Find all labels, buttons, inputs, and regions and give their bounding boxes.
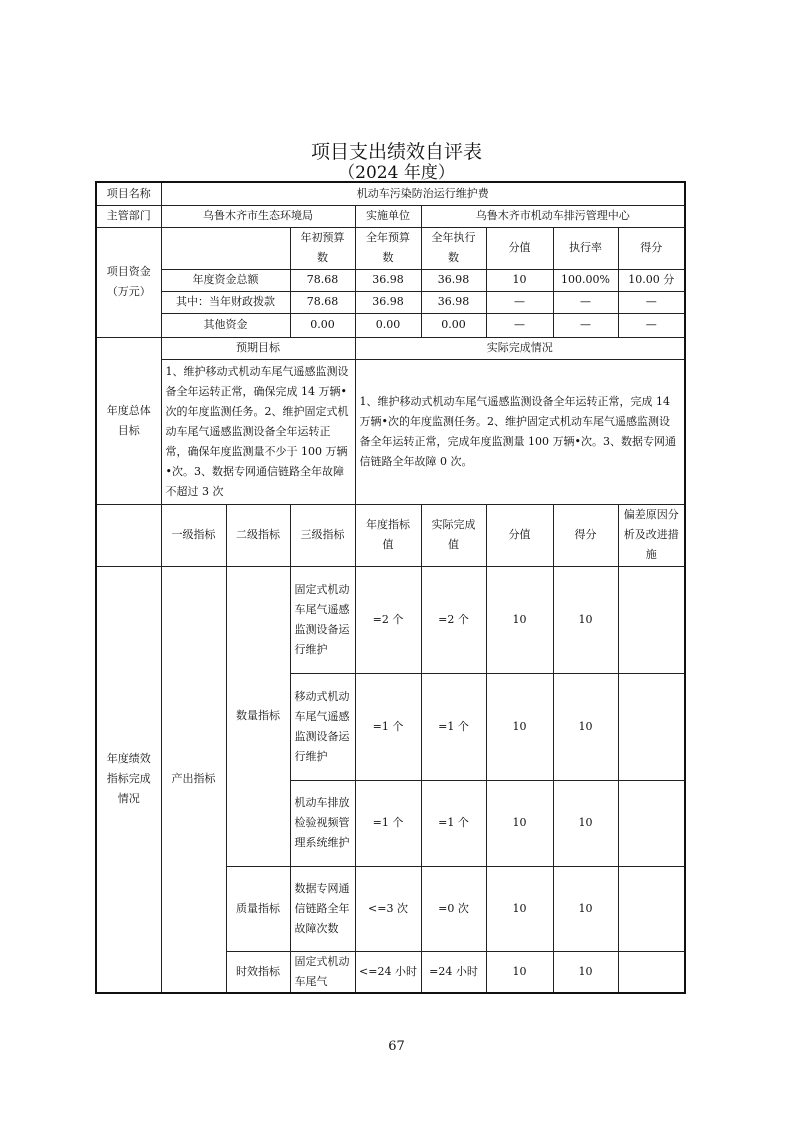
page-title: 项目支出绩效自评表 <box>310 141 482 163</box>
funds-row <box>96 269 685 291</box>
remark <box>618 566 685 673</box>
funds-row <box>96 313 685 337</box>
funds-row <box>96 291 685 313</box>
indicators-header-5: 实际完成值 <box>421 504 486 566</box>
level3-name: 固定式机动车尾气 <box>290 951 355 993</box>
actual-results: 1、维护移动式机动车尾气遥感监测设备全年运转正常，完成 14 万辆•次的年度监测任务。2、维护固定式机动车尾气遥感监测设备全年运转正常，完成年度监测量 100 万辆•次。3、数据专网通信链路全年故障 0 次。 <box>355 359 685 504</box>
funds-cell: — <box>618 313 685 337</box>
level1-output: 产出指标 <box>161 566 226 993</box>
funds-row-name: 其中：当年财政拨款 <box>161 291 290 313</box>
indicators-header-row <box>96 504 685 566</box>
funds-cell: 36.98 <box>421 269 486 291</box>
funds-label: 项目资金（万元） <box>96 227 161 337</box>
dept-label: 主管部门 <box>96 205 161 227</box>
funds-cell: 10.00 分 <box>618 269 685 291</box>
funds-cell: 78.68 <box>290 291 355 313</box>
score: 10 <box>553 780 618 866</box>
impl-label: 实施单位 <box>355 205 421 227</box>
score-value: 10 <box>486 780 553 866</box>
score: 10 <box>553 566 618 673</box>
impl-value: 乌鲁木齐市机动车排污管理中心 <box>421 205 685 227</box>
goals-row <box>96 359 685 504</box>
actual-value: =2 个 <box>421 566 486 673</box>
funds-cell: 36.98 <box>355 269 421 291</box>
indicators-label: 年度绩效指标完成情况 <box>96 566 161 993</box>
project-row <box>96 182 685 205</box>
expected-goals: 1、维护移动式机动车尾气遥感监测设备全年运转正常，确保完成 14 万辆•次的年度监测任务。2、维护固定式机动车尾气遥感监测设备全年运转正常，确保年度监测量不少于 100 万辆•次。3、数据专网通信链路全年故障不超过 3 次 <box>161 359 355 504</box>
actual-value: =1 个 <box>421 673 486 780</box>
remark <box>618 866 685 951</box>
score: 10 <box>553 673 618 780</box>
target-value: <=3 次 <box>355 866 421 951</box>
score-value: 10 <box>486 566 553 673</box>
funds-cell: 10 <box>486 269 553 291</box>
indicators-header-8: 偏差原因分析及改进措施 <box>618 504 685 566</box>
expected-header: 预期目标 <box>161 337 355 359</box>
funds-row-name: 其他资金 <box>161 313 290 337</box>
funds-cell: 78.68 <box>290 269 355 291</box>
dept-row <box>96 205 685 227</box>
funds-cell: 36.98 <box>421 291 486 313</box>
funds-cell: 36.98 <box>355 291 421 313</box>
indicators-header-4: 年度指标值 <box>355 504 421 566</box>
target-value: =1 个 <box>355 673 421 780</box>
actual-header: 实际完成情况 <box>355 337 685 359</box>
level3-name: 固定式机动车尾气遥感监测设备运行维护 <box>290 566 355 673</box>
funds-cell: 0.00 <box>421 313 486 337</box>
score: 10 <box>553 866 618 951</box>
funds-cell: — <box>486 313 553 337</box>
funds-header-2: 全年预算数 <box>355 227 421 269</box>
indicator-row <box>96 566 685 673</box>
level2-quantity: 数量指标 <box>226 566 290 866</box>
target-value: <=24 小时 <box>355 951 421 993</box>
funds-cell: 0.00 <box>290 313 355 337</box>
project-value: 机动车污染防治运行维护费 <box>161 182 685 205</box>
funds-cell: — <box>486 291 553 313</box>
score: 10 <box>553 951 618 993</box>
indicators-header-blank <box>96 504 161 566</box>
target-value: =2 个 <box>355 566 421 673</box>
performance-table <box>95 181 686 994</box>
funds-header-row <box>96 227 685 269</box>
funds-header-4: 分值 <box>486 227 553 269</box>
remark <box>618 780 685 866</box>
funds-cell: — <box>618 291 685 313</box>
score-value: 10 <box>486 951 553 993</box>
funds-cell: 100.00% <box>553 269 618 291</box>
goals-header-row <box>96 337 685 359</box>
project-label: 项目名称 <box>96 182 161 205</box>
level3-name: 移动式机动车尾气遥感监测设备运行维护 <box>290 673 355 780</box>
remark <box>618 673 685 780</box>
funds-header-1: 年初预算数 <box>290 227 355 269</box>
indicators-header-1: 一级指标 <box>161 504 226 566</box>
funds-header-5: 执行率 <box>553 227 618 269</box>
page-number: 67 <box>388 1039 405 1054</box>
page-subtitle: （2024 年度） <box>338 163 455 183</box>
dept-value: 乌鲁木齐市生态环境局 <box>161 205 355 227</box>
funds-header-3: 全年执行数 <box>421 227 486 269</box>
funds-row-name: 年度资金总额 <box>161 269 290 291</box>
actual-value: =0 次 <box>421 866 486 951</box>
funds-header-blank <box>161 227 290 269</box>
funds-header-6: 得分 <box>618 227 685 269</box>
level3-name: 数据专网通信链路全年故障次数 <box>290 866 355 951</box>
actual-value: =24 小时 <box>421 951 486 993</box>
indicators-header-3: 三级指标 <box>290 504 355 566</box>
target-value: =1 个 <box>355 780 421 866</box>
remark <box>618 951 685 993</box>
level2-timeliness: 时效指标 <box>226 951 290 993</box>
funds-cell: — <box>553 313 618 337</box>
indicators-header-2: 二级指标 <box>226 504 290 566</box>
level2-quality: 质量指标 <box>226 866 290 951</box>
actual-value: =1 个 <box>421 780 486 866</box>
score-value: 10 <box>486 673 553 780</box>
indicators-header-6: 分值 <box>486 504 553 566</box>
goals-label: 年度总体目标 <box>96 337 161 504</box>
score-value: 10 <box>486 866 553 951</box>
funds-cell: 0.00 <box>355 313 421 337</box>
level3-name: 机动车排放检验视频管理系统维护 <box>290 780 355 866</box>
indicators-header-7: 得分 <box>553 504 618 566</box>
funds-cell: — <box>553 291 618 313</box>
